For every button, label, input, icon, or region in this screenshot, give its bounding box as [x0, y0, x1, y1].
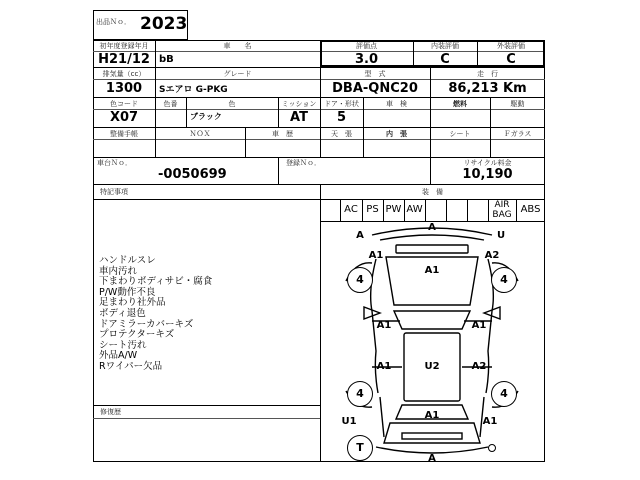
equipment-pw: PW	[385, 204, 402, 215]
interior-upholstery-label: 内 張	[386, 130, 407, 138]
doors-value: 5	[336, 110, 347, 125]
color-code-label: 色コード	[110, 100, 138, 108]
damage-door-lf: A1	[376, 320, 392, 331]
damage-door-rr: A2	[471, 361, 487, 372]
interior-value: C	[440, 52, 450, 67]
remark-item: プロテクターキズ	[99, 329, 175, 341]
reg-no-label: 登録Ｎｏ．	[286, 159, 321, 167]
grade-label: グレード	[223, 70, 252, 78]
displacement-value: 1300	[105, 81, 143, 96]
color-label: 色	[228, 100, 236, 108]
car-name-label: 車 名	[223, 42, 252, 50]
history-label: 車 歴	[272, 130, 293, 138]
doors-shape-label: ドア・形状	[324, 100, 359, 108]
equipment-abs: ABS	[520, 204, 541, 215]
damage-front-center: A	[428, 222, 436, 233]
recycle-value: 10,190	[462, 167, 513, 182]
color-value: ブラック	[190, 112, 222, 121]
damage-fender-lf: A1	[368, 250, 384, 261]
remark-item: P/W動作不良	[99, 286, 156, 298]
maintenance-manual-label: 整備手帳	[110, 130, 138, 138]
mission-label: ミッション	[281, 100, 317, 108]
equipment-label: 装 備	[422, 188, 443, 196]
grade-value: Sエアロ G-PKG	[159, 85, 228, 95]
equipment-ps: PS	[366, 204, 379, 215]
first-reg-value: H21/12	[98, 52, 150, 67]
inspection-label: 車 検	[386, 100, 407, 108]
mileage-label: 走 行	[477, 70, 498, 78]
remarks-label: 特記事項	[100, 188, 128, 196]
remark-item: ボディ退色	[99, 307, 146, 319]
equipment-aw: AW	[406, 204, 423, 215]
lot-number-label: 出品Ｎｏ．	[96, 18, 131, 26]
remark-item: ハンドルスレ	[99, 255, 156, 266]
remark-item: ドアミラーカバーキズ	[99, 318, 194, 330]
exterior-value: C	[506, 52, 516, 67]
fuel-label: 燃料	[453, 100, 467, 108]
repair-history-label: 修復歴	[100, 408, 121, 416]
mileage-value: 86,213 Km	[448, 81, 527, 96]
model-value: DBA-QNC20	[332, 81, 418, 96]
model-label: 型 式	[364, 70, 386, 78]
score-value: 3.0	[354, 52, 379, 67]
tire-rr: 4	[491, 381, 517, 407]
mission-value: AT	[290, 110, 308, 125]
lot-number: 2023	[140, 14, 188, 34]
remark-item: 足まわり社外品	[99, 297, 166, 309]
equipment-air: AIR	[494, 200, 510, 210]
first-reg-label: 初年度登録年月	[99, 42, 149, 50]
equipment-ac: AC	[344, 204, 358, 215]
damage-rear-left: U1	[341, 416, 357, 427]
seat-label: シート	[449, 130, 471, 138]
interior-label: 内装評価	[431, 42, 459, 50]
ceiling-label: 天 張	[331, 130, 352, 138]
remark-item: シート汚れ	[99, 339, 147, 351]
f-glass-label: Ｆガラス	[503, 130, 532, 138]
damage-door-lr: A1	[376, 361, 392, 372]
damage-trunk: A1	[424, 410, 440, 421]
damage-fender-rf: A2	[484, 250, 500, 261]
damage-front-left: A	[356, 230, 364, 241]
damage-door-rf: A1	[471, 320, 487, 331]
remarks-list	[99, 256, 212, 373]
nox-label: ＮＯＸ	[189, 130, 211, 138]
tire-rf: 4	[491, 267, 517, 293]
equipment-airbag	[488, 200, 516, 220]
damage-roof: U2	[424, 361, 440, 372]
damage-front-right: U	[496, 230, 506, 241]
recycle-label: リサイクル料金	[463, 159, 512, 167]
remark-item: Rワイパー欠品	[99, 360, 163, 372]
remark-item: 車内汚れ	[99, 265, 138, 277]
tire-lr: 4	[347, 381, 373, 407]
spare-tire: T	[347, 435, 373, 461]
displacement-label: 排気量（cc）	[102, 70, 146, 78]
remark-item: 下まわりボディサビ・腐食	[99, 276, 213, 288]
tire-lf: 4	[347, 267, 373, 293]
drive-label: 駆動	[510, 100, 525, 108]
equipment-bag: BAG	[492, 210, 512, 220]
damage-hood: A1	[424, 265, 440, 276]
remark-item: 外品A/W	[99, 350, 138, 362]
damage-rear-right: A1	[482, 416, 498, 427]
exterior-label: 外装評価	[497, 42, 525, 50]
chassis-no-label: 車台Ｎｏ．	[97, 159, 132, 167]
color-code-value: X07	[109, 110, 139, 125]
car-name-value: bB	[159, 54, 174, 65]
rear-right-dot	[488, 444, 496, 452]
color-no-label: 色番	[163, 100, 178, 108]
chassis-no-value: -0050699	[158, 167, 227, 182]
score-label: 評価点	[356, 42, 377, 50]
damage-rear-center: A	[428, 453, 436, 464]
